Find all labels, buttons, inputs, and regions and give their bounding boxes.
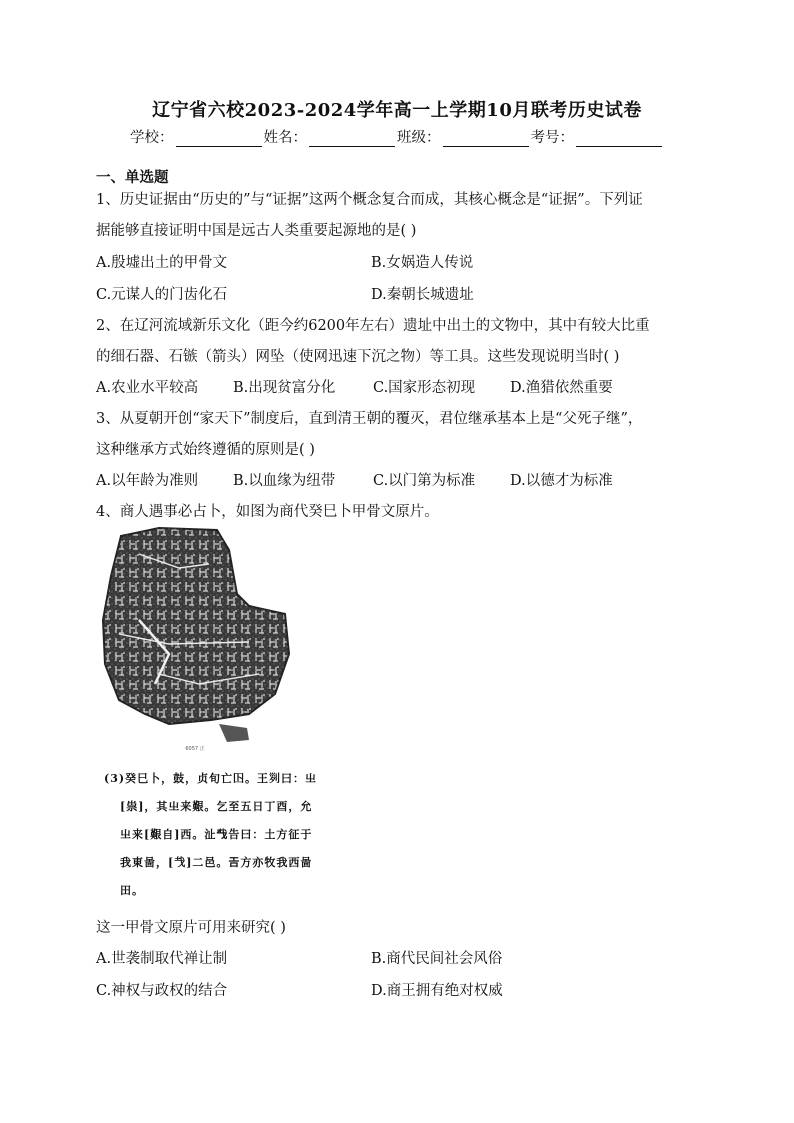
figure-label: 6057 正 bbox=[185, 746, 205, 752]
q4-stem-line1: 4、商人遇事必占卜，如图为商代癸巳卜甲骨文原片。 bbox=[96, 504, 439, 520]
q4-option-a: A.世袭制取代禅让制 bbox=[96, 951, 228, 967]
caption-line-4: 我東啚，[𢦏]二邑。𢀛方亦牧我西啚 bbox=[120, 856, 313, 869]
caption-line-2: [祟]，其㞢来艱。乞至五日丁酉，允 bbox=[120, 800, 313, 813]
q1-option-d: D.秦朝长城遗址 bbox=[371, 287, 474, 303]
school-blank bbox=[176, 130, 262, 147]
q3-stem-line1: 3、从夏朝开创“家天下”制度后，直到清王朝的覆灭，君位继承基本上是“父死子继”， bbox=[96, 411, 643, 427]
q3-option-d: D.以德才为标准 bbox=[510, 473, 613, 489]
exam-no-label: 考号： bbox=[530, 130, 574, 146]
q1-stem-line1: 1、历史证据由“历史的”与“证据”这两个概念复合而成，其核心概念是“证据”。下列证 bbox=[96, 192, 643, 208]
exam-no-blank bbox=[576, 130, 662, 147]
exam-title: 辽宁省六校2023-2024学年高一上学期10月联考历史试卷 bbox=[152, 100, 642, 121]
caption-line-5: 田。 bbox=[120, 884, 144, 897]
q2-option-d: D.渔猎依然重要 bbox=[510, 380, 613, 396]
class-blank bbox=[443, 130, 529, 147]
section-title: 一、单选题 bbox=[96, 169, 169, 186]
q3-stem-line2: 这种继承方式始终遵循的原则是( ) bbox=[96, 442, 315, 458]
student-info-row bbox=[0, 126, 794, 147]
name-label: 姓名： bbox=[263, 130, 307, 146]
q2-option-a: A.农业水平较高 bbox=[96, 380, 199, 396]
q2-stem-line1: 2、在辽河流域新乐文化（距今约6200年左右）遗址中出土的文物中，其中有较大比重 bbox=[96, 318, 650, 334]
q3-option-b: B.以血缘为纽带 bbox=[233, 473, 336, 489]
q4-stem-line2: 这一甲骨文原片可用来研究( ) bbox=[96, 920, 286, 936]
q1-option-c: C.元谋人的门齿化石 bbox=[96, 287, 228, 303]
q3-option-c: C.以门第为标准 bbox=[373, 473, 476, 489]
q2-option-b: B.出现贫富分化 bbox=[233, 380, 336, 396]
q1-stem-line2: 据能够直接证明中国是远古人类重要起源地的是( ) bbox=[96, 223, 417, 239]
q2-option-c: C.国家形态初现 bbox=[373, 380, 476, 396]
q4-option-c: C.神权与政权的结合 bbox=[96, 983, 228, 999]
q2-stem-line2: 的细石器、石镞（箭头）网坠（使网迅速下沉之物）等工具。这些发现说明当时( ) bbox=[96, 349, 620, 365]
q4-option-b: B.商代民间社会风俗 bbox=[371, 951, 503, 967]
school-label: 学校： bbox=[130, 130, 174, 146]
q1-option-b: B.女娲造人传说 bbox=[371, 255, 474, 271]
name-blank bbox=[309, 130, 395, 147]
q1-option-a: A.殷墟出土的甲骨文 bbox=[96, 255, 228, 271]
q3-option-a: A.以年龄为准则 bbox=[96, 473, 199, 489]
oracle-bone-rubbing-image bbox=[99, 524, 291, 754]
q4-option-d: D.商王拥有绝对权威 bbox=[371, 983, 503, 999]
class-label: 班级： bbox=[397, 130, 441, 146]
caption-line-3: 㞢来[艱自]西。沚𢦔告曰：土方征于 bbox=[120, 828, 313, 841]
caption-line-1: (3)癸巳卜，鼓，贞旬亡𡆥。王𠛱曰：㞢 bbox=[104, 772, 318, 785]
